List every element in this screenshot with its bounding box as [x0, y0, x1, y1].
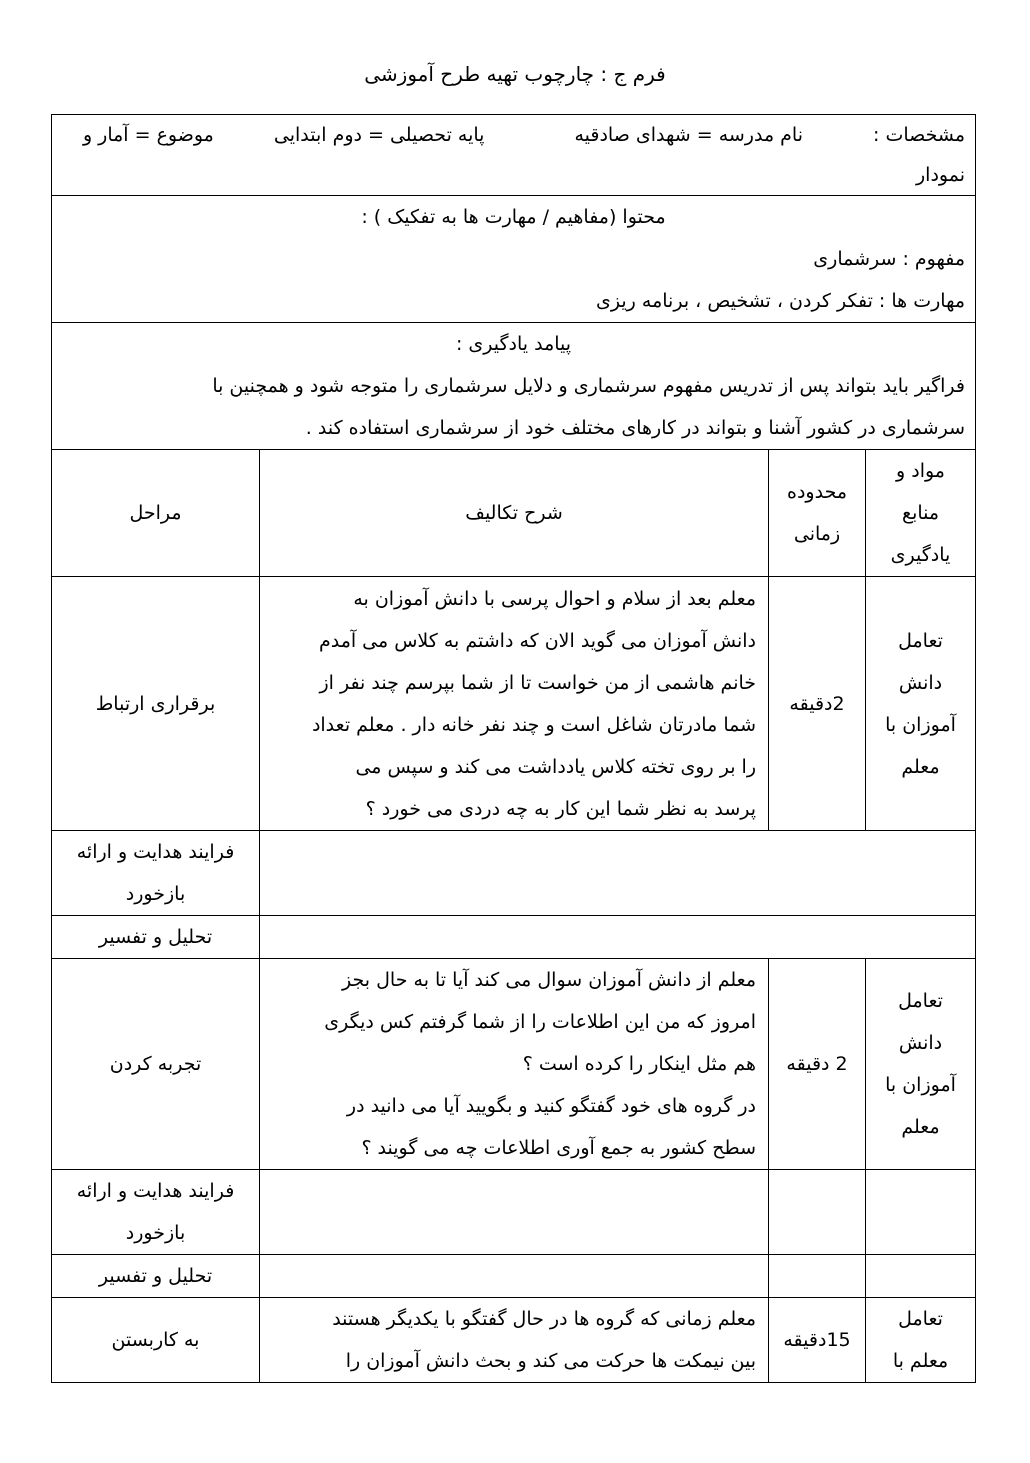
- row-time: 2 دقیقه: [769, 959, 866, 1170]
- row-materials: تعامل معلم با: [866, 1298, 976, 1383]
- concept-text: مفهوم : سرشماری: [813, 248, 966, 270]
- grade-level: پایه تحصیلی = دوم ابتدایی: [273, 124, 485, 146]
- table-row: [52, 577, 976, 831]
- row-stage: تجربه کردن: [52, 959, 260, 1170]
- school-name: نام مدرسه = شهدای صادقیه: [574, 124, 804, 146]
- content-cell: [52, 196, 976, 323]
- empty-cell: [260, 1255, 769, 1298]
- outcome-heading: پیامد یادگیری :: [455, 333, 572, 355]
- empty-cell: [260, 831, 976, 916]
- empty-cell: [866, 1170, 976, 1255]
- topic-continuation: نمودار: [916, 164, 966, 186]
- specs-label: مشخصات :: [873, 124, 966, 146]
- row-description: معلم بعد از سلام و احوال پرسی با دانش آموزان به دانش آموزان می گوید الان که داشتم به کلاس می آمدم خانم هاشمی از من خواست تا از شما بپرسم چند نفر از شما مادرتان شاغل است و چند نفر خانه دار . معلم تعداد را بر روی تخته کلاس یادداشت می کند و سپس می پرسد به نظر شما این کار به چه دردی می خورد ؟: [260, 577, 769, 831]
- table-row: [52, 831, 976, 916]
- table-row: [52, 916, 976, 959]
- row-stage: تحلیل و تفسیر: [52, 916, 260, 959]
- row-description: معلم از دانش آموزان سوال می کند آیا تا به حال بجز امروز که من این اطلاعات را از شما گرفتم کس دیگری هم مثل اینکار را کرده است ؟ در گروه های خود گفتگو کنید و بگویید آیا می دانید در سطح کشور به جمع آوری اطلاعات چه می گویند ؟: [260, 959, 769, 1170]
- row-stage: تحلیل و تفسیر: [52, 1255, 260, 1298]
- header-materials: مواد و منابع یادگیری: [866, 450, 976, 577]
- content-row: [52, 196, 976, 323]
- empty-cell: [769, 1255, 866, 1298]
- row-stage: فرایند هدایت و ارائه بازخورد: [52, 1170, 260, 1255]
- table-row: [52, 1298, 976, 1383]
- outcome-cell: [52, 323, 976, 450]
- table-row: [52, 959, 976, 1170]
- empty-cell: [260, 1170, 769, 1255]
- form-title: فرم ج : چارچوب تهیه طرح آموزشی: [364, 62, 666, 86]
- empty-cell: [866, 1255, 976, 1298]
- row-description: معلم زمانی که گروه ها در حال گفتگو با یکدیگر هستند بین نیمکت ها حرکت می کند و بحث دانش آموزان را: [260, 1298, 769, 1383]
- topic: موضوع = آمار و: [82, 124, 214, 146]
- outcome-row: [52, 323, 976, 450]
- header-description: شرح تکالیف: [260, 450, 769, 577]
- table-row: [52, 1255, 976, 1298]
- outcome-line-2: سرشماری در کشور آشنا و بتواند در کارهای مختلف خود از سرشماری استفاده کند .: [305, 417, 966, 439]
- row-time: 15دقیقه: [769, 1298, 866, 1383]
- outcome-line-1: فراگیر باید بتواند پس از تدریس مفهوم سرشماری و دلایل سرشماری را متوجه شود و همچنین با: [212, 375, 966, 397]
- header-row: [52, 450, 976, 577]
- header-time: محدوده زمانی: [769, 450, 866, 577]
- skills-text: مهارت ها : تفکر کردن ، تشخیص ، برنامه ریزی: [596, 290, 966, 312]
- header-stages: مراحل: [52, 450, 260, 577]
- content-heading: محتوا (مفاهیم / مهارت ها به تفکیک ) :: [361, 206, 666, 228]
- empty-cell: [260, 916, 976, 959]
- row-time: 2دقیقه: [769, 577, 866, 831]
- row-materials: تعامل دانش آموزان با معلم: [866, 577, 976, 831]
- specs-row: [52, 115, 976, 196]
- row-materials: تعامل دانش آموزان با معلم: [866, 959, 976, 1170]
- table-row: [52, 1170, 976, 1255]
- row-stage: به کاربستن: [52, 1298, 260, 1383]
- specs-cell: [52, 115, 976, 196]
- row-stage: برقراری ارتباط: [52, 577, 260, 831]
- row-stage: فرایند هدایت و ارائه بازخورد: [52, 831, 260, 916]
- lesson-plan-table: [51, 114, 976, 1383]
- empty-cell: [769, 1170, 866, 1255]
